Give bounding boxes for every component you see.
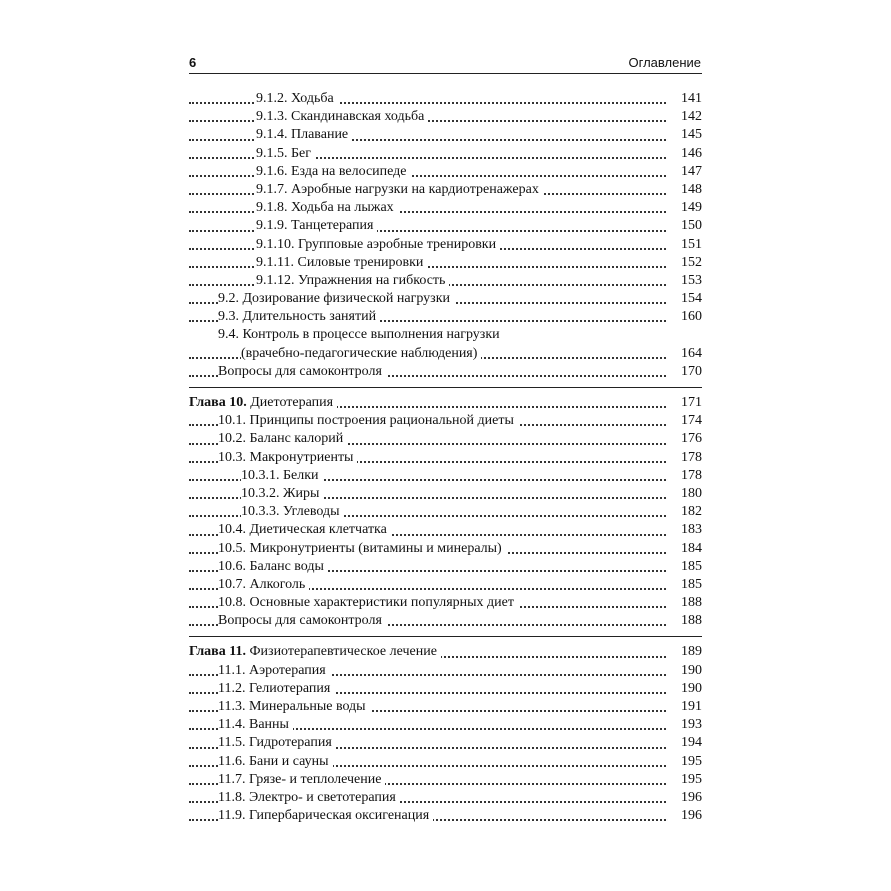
toc-entry [189, 698, 702, 716]
toc-entry-page: 195 [677, 771, 702, 789]
toc-entry-page: 188 [677, 594, 702, 612]
toc-entry-page: 183 [677, 521, 702, 539]
toc-entry-page: 180 [677, 485, 702, 503]
toc-entry-page: 148 [677, 181, 702, 199]
header-rule [189, 73, 702, 74]
toc-entry-title: 9.1.9. Танцетерапия [256, 218, 377, 233]
toc-entry-page: 171 [677, 394, 702, 412]
toc-entry [189, 326, 702, 344]
toc-entry-page: 149 [677, 199, 702, 217]
chapter-title [189, 395, 337, 410]
toc-entry [189, 236, 702, 254]
toc-entry [189, 412, 702, 430]
toc-entry-page: 151 [677, 236, 702, 254]
toc-entry [189, 467, 702, 485]
toc-entry-title: 9.1.12. Упражнения на гибкость [256, 273, 449, 288]
toc-entry-title: 9.1.8. Ходьба на лыжах [256, 200, 398, 215]
toc-entry [189, 108, 702, 126]
toc-entry-page: 190 [677, 662, 702, 680]
toc-entry [189, 163, 702, 181]
chapter-heading [189, 394, 702, 412]
toc-entry-title: 10.2. Баланс калорий [218, 431, 347, 446]
toc-entry-title: 9.1.11. Силовые тренировки [256, 255, 427, 270]
toc-entry [189, 753, 702, 771]
toc-entry [189, 576, 702, 594]
toc-entry-page: 174 [677, 412, 702, 430]
toc-entry-title: 11.1. Аэротерапия [218, 663, 330, 678]
page-number: 6 [189, 55, 197, 70]
toc-entry [189, 308, 702, 326]
toc-entry-title: 10.3.2. Жиры [241, 486, 323, 501]
toc-entry [189, 734, 702, 752]
toc-entry [189, 199, 702, 217]
toc-entry [189, 594, 702, 612]
toc-entry-title: 11.8. Электро- и светотерапия [218, 790, 400, 805]
toc-entry-page: 193 [677, 716, 702, 734]
toc-entry-page: 190 [677, 680, 702, 698]
toc-entry [189, 90, 702, 108]
toc-entry-page: 196 [677, 789, 702, 807]
toc-entry-title: 10.1. Принципы построения рациональной диеты [218, 413, 518, 428]
toc-entry-page: 176 [677, 430, 702, 448]
toc-entry-title: 10.3. Макронутриенты [218, 450, 357, 465]
toc-entry-page: 153 [677, 272, 702, 290]
toc-entry [189, 789, 702, 807]
toc-entry-title: 9.1.7. Аэробные нагрузки на кардиотренажерах [256, 182, 543, 197]
running-header: Оглавление [628, 55, 701, 70]
toc-entry [189, 485, 702, 503]
toc-entry-title: 11.9. Гипербарическая оксигенация [218, 808, 433, 823]
chapter-label: Глава 11. [189, 644, 246, 660]
toc-entry-title: 11.6. Бани и сауны [218, 754, 333, 769]
toc-entry [189, 145, 702, 163]
toc-entry-page: 164 [677, 345, 702, 363]
toc-entry [189, 181, 702, 199]
toc-entry-title: 11.2. Гелиотерапия [218, 681, 334, 696]
toc-entry [189, 290, 702, 308]
toc-entry-page: 146 [677, 145, 702, 163]
table-of-contents [189, 90, 702, 825]
toc-entry [189, 680, 702, 698]
toc-entry-title: 10.3.1. Белки [241, 468, 323, 483]
toc-entry [189, 771, 702, 789]
toc-entry [189, 126, 702, 144]
toc-entry-title: 11.4. Ванны [218, 717, 293, 732]
toc-entry-page: 189 [677, 643, 702, 661]
toc-entry-continuation [189, 345, 702, 363]
chapter-name: Диетотерапия [250, 395, 334, 410]
chapter-heading [189, 643, 702, 661]
toc-entry-title: 9.4. Контроль в процессе выполнения нагрузки [218, 327, 504, 342]
toc-entry-title: 9.2. Дозирование физической нагрузки [218, 291, 454, 306]
toc-entry [189, 716, 702, 734]
toc-entry [189, 254, 702, 272]
toc-entry-page: 194 [677, 734, 702, 752]
toc-entry-title: 9.1.6. Езда на велосипеде [256, 164, 411, 179]
toc-entry-title: 10.6. Баланс воды [218, 559, 328, 574]
toc-entry-title: 11.7. Грязе- и теплолечение [218, 772, 385, 787]
toc-entry-title: Вопросы для самоконтроля [218, 364, 386, 379]
toc-entry-title: 9.1.2. Ходьба [256, 91, 338, 106]
chapter-rule [189, 636, 702, 637]
toc-entry-page: 160 [677, 308, 702, 326]
toc-entry [189, 217, 702, 235]
toc-entry-page: 147 [677, 163, 702, 181]
toc-entry-title: 10.5. Микронутриенты (витамины и минералы) [218, 541, 506, 556]
toc-entry-page: 182 [677, 503, 702, 521]
toc-entry-page: 150 [677, 217, 702, 235]
toc-entry-title: 11.3. Минеральные воды [218, 699, 370, 714]
toc-entry-page: 142 [677, 108, 702, 126]
chapter-name: Физиотерапевтическое лечение [249, 644, 437, 660]
chapter-title [189, 644, 441, 659]
toc-entry-page: 178 [677, 449, 702, 467]
toc-entry [189, 521, 702, 539]
toc-entry-title: (врачебно-педагогические наблюдения) [241, 346, 481, 361]
toc-entry-page: 145 [677, 126, 702, 144]
toc-entry-page: 191 [677, 698, 702, 716]
toc-entry-title: 10.8. Основные характеристики популярных диет [218, 595, 518, 610]
toc-entry [189, 363, 702, 381]
toc-entry-title: 11.5. Гидротерапия [218, 735, 336, 750]
toc-entry-title: 9.1.4. Плавание [256, 127, 352, 142]
toc-entry-title: Вопросы для самоконтроля [218, 613, 386, 628]
toc-entry-page: 154 [677, 290, 702, 308]
toc-entry [189, 558, 702, 576]
toc-entry [189, 449, 702, 467]
toc-entry [189, 430, 702, 448]
toc-entry [189, 540, 702, 558]
chapter-label: Глава 10. [189, 395, 247, 410]
toc-entry-page: 141 [677, 90, 702, 108]
toc-entry-page: 184 [677, 540, 702, 558]
toc-entry-title: 9.1.5. Бег [256, 146, 315, 161]
toc-entry [189, 272, 702, 290]
toc-entry [189, 503, 702, 521]
toc-entry-title: 9.3. Длительность занятий [218, 309, 380, 324]
toc-entry-title: 10.7. Алкоголь [218, 577, 309, 592]
toc-entry [189, 807, 702, 825]
toc-entry [189, 662, 702, 680]
toc-entry-page: 195 [677, 753, 702, 771]
toc-entry-title: 10.4. Диетическая клетчатка [218, 522, 391, 537]
toc-entry-page: 178 [677, 467, 702, 485]
toc-entry-page: 188 [677, 612, 702, 630]
toc-entry-page: 185 [677, 576, 702, 594]
toc-entry-title: 10.3.3. Углеводы [241, 504, 344, 519]
toc-entry-title: 9.1.3. Скандинавская ходьба [256, 109, 428, 124]
toc-entry-page: 170 [677, 363, 702, 381]
chapter-rule [189, 387, 702, 388]
toc-entry [189, 612, 702, 630]
toc-entry-title: 9.1.10. Групповые аэробные тренировки [256, 237, 500, 252]
toc-entry-page: 196 [677, 807, 702, 825]
toc-entry-page: 185 [677, 558, 702, 576]
toc-entry-page: 152 [677, 254, 702, 272]
